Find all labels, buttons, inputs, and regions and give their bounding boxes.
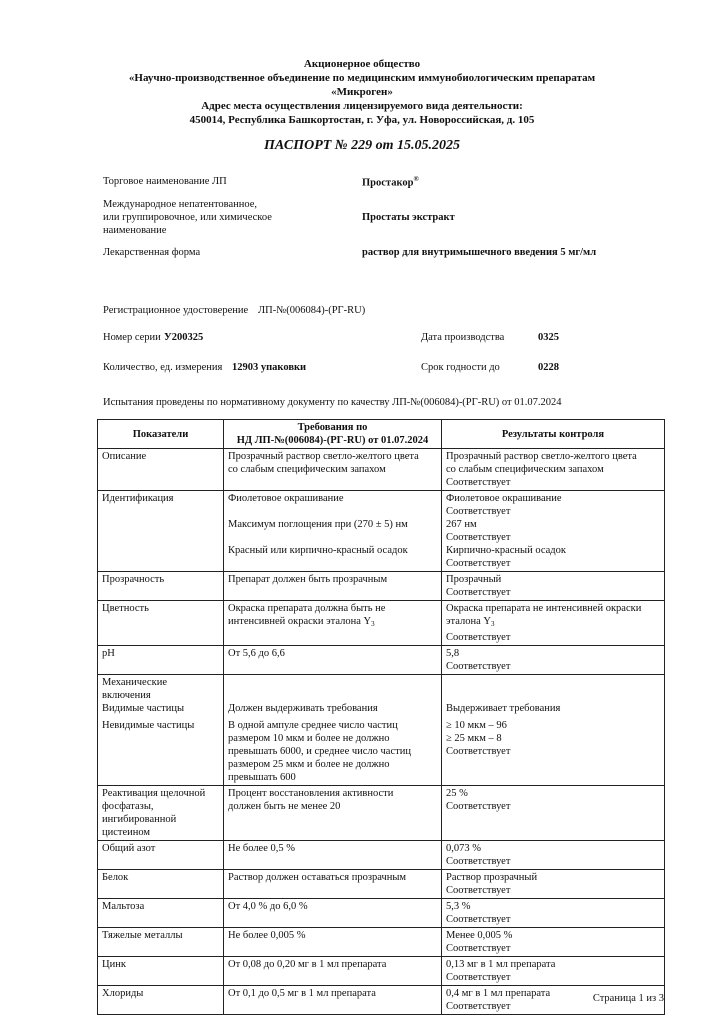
name-line: цистеином [102, 827, 151, 838]
table-row [98, 841, 665, 870]
header-line-address-label: Адрес места осуществления лицензируемого вида деятельности: [201, 100, 523, 112]
table-row [98, 899, 665, 928]
tests-note: Испытания проведены по нормативному документу по качеству ЛП-№(006084)-(РГ-RU) от 01.07.2024 [103, 397, 562, 408]
res-line: 0,4 мг в 1 мл препарата [446, 988, 551, 999]
name-line: включения [102, 690, 151, 701]
name-line: фосфатазы, [102, 801, 154, 812]
res-line: Соответствует [446, 885, 511, 896]
req-line: должен быть не менее 20 [228, 801, 341, 812]
row-requirement [224, 449, 442, 491]
res-line: Прозрачный [446, 574, 502, 585]
res-line: Прозрачный раствор светло-желтого цвета [446, 451, 637, 462]
specification-table [97, 419, 665, 1015]
req-line: От 0,1 до 0,5 мг в 1 мл препарата [228, 988, 376, 999]
req-line: превышать 600 [228, 772, 296, 783]
row-result [442, 957, 665, 986]
req-line: размером 25 мкм и более не должно [228, 759, 390, 770]
row-result [442, 601, 665, 646]
res-line: ≥ 10 мкм – 96 [446, 720, 507, 731]
dosage-form-label: Лекарственная форма [103, 247, 201, 258]
row-result [442, 646, 665, 675]
row-requirement [224, 572, 442, 601]
trade-name-value [362, 175, 419, 190]
header-line-full-name: «Научно-производственное объединение по медицинским иммунобиологическим препаратам [128, 72, 596, 84]
header-line-short-name: «Микроген» [331, 86, 393, 98]
header-results: Результаты контроля [442, 420, 665, 449]
req-line: превышать 6000, и среднее число частиц [228, 746, 411, 757]
row-name: Описание [98, 449, 224, 491]
req-line: От 4,0 % до 6,0 % [228, 901, 308, 912]
req-line: со слабым специфическим запахом [228, 464, 386, 475]
table-row [98, 491, 665, 572]
row-result [442, 572, 665, 601]
row-name: Хлориды [98, 986, 224, 1015]
row-requirement [224, 841, 442, 870]
name-line: Невидимые частицы [102, 720, 195, 731]
res-line: 0,13 мг в 1 мл препарата [446, 959, 556, 970]
res-line: Соответствует [446, 972, 511, 983]
header-requirements-line-2: НД ЛП-№(006084)-(РГ-RU) от 01.07.2024 [236, 435, 429, 446]
row-result [442, 870, 665, 899]
res-line: Соответствует [446, 801, 511, 812]
header-requirements-line-1: Требования по [297, 422, 368, 433]
row-result [442, 899, 665, 928]
inn-label-line-2: или группировочное, или химическое [103, 212, 272, 223]
row-requirement [224, 646, 442, 675]
row-name [98, 786, 224, 841]
table-row [98, 646, 665, 675]
table-row [98, 928, 665, 957]
registration-label: Регистрационное удостоверение [103, 305, 249, 316]
req-line: Процент восстановления активности [228, 788, 394, 799]
row-result [442, 786, 665, 841]
row-requirement [224, 986, 442, 1015]
row-name: Прозрачность [98, 572, 224, 601]
subscript: 3 [371, 620, 375, 628]
registration-value: ЛП-№(006084)-(РГ-RU) [258, 305, 366, 316]
res-line: Соответствует [446, 532, 511, 543]
quantity-value: 12903 упаковки [232, 362, 307, 373]
res-line: Соответствует [446, 506, 511, 517]
inn-value: Простаты экстракт [362, 212, 455, 223]
req-line: Не более 0,005 % [228, 930, 306, 941]
table-header-row [98, 420, 665, 449]
row-result [442, 449, 665, 491]
res-line: Соответствует [446, 914, 511, 925]
row-name: Идентификация [98, 491, 224, 572]
row-result [442, 675, 665, 786]
res-line: Соответствует [446, 477, 511, 488]
name-line: Реактивация щелочной [102, 788, 206, 799]
subscript: 3 [490, 620, 495, 628]
res-line: Соответствует [446, 632, 511, 643]
row-name: pH [98, 646, 224, 675]
header-line-company: Акционерное общество [303, 58, 421, 70]
trade-name-text: Простакор [362, 177, 414, 189]
res-line: Выдерживает требования [446, 703, 561, 714]
res-line: Раствор прозрачный [446, 872, 538, 883]
req-line: Прозрачный раствор светло-желтого цвета [228, 451, 419, 462]
passport-title: ПАСПОРТ № 229 от 15.05.2025 [263, 138, 461, 153]
organization-header [0, 57, 724, 127]
req-line: Фиолетовое окрашивание [228, 493, 344, 504]
row-name: Тяжелые металлы [98, 928, 224, 957]
res-text: эталона Y [446, 616, 491, 627]
res-line: Кирпично-красный осадок [446, 545, 567, 556]
row-requirement [224, 870, 442, 899]
res-line: Соответствует [446, 661, 511, 672]
res-line: Окраска препарата не интенсивней окраски [446, 603, 642, 614]
row-requirement [224, 899, 442, 928]
row-requirement [224, 786, 442, 841]
dosage-form-value: раствор для внутримышечного введения 5 мг/мл [362, 247, 597, 258]
table-row [98, 786, 665, 841]
row-requirement [224, 957, 442, 986]
production-date-value: 0325 [538, 332, 559, 343]
inn-label-line-3: наименование [103, 225, 167, 236]
table-row [98, 601, 665, 646]
table-row [98, 572, 665, 601]
res-line: 25 % [446, 788, 468, 799]
name-line: Видимые частицы [102, 703, 185, 714]
res-line: Соответствует [446, 587, 511, 598]
req-line: От 5,6 до 6,6 [228, 648, 285, 659]
row-name: Белок [98, 870, 224, 899]
row-name: Мальтоза [98, 899, 224, 928]
res-line: Соответствует [446, 746, 511, 757]
expiry-value: 0228 [538, 362, 559, 373]
header-line-address: 450014, Республика Башкортостан, г. Уфа, ул. Новороссийская, д. 105 [189, 114, 535, 126]
production-date-label: Дата производства [421, 332, 505, 343]
row-requirement [224, 675, 442, 786]
res-line: Соответствует [446, 1001, 511, 1012]
series-value: У200325 [164, 332, 204, 343]
res-line: со слабым специфическим запахом [446, 464, 604, 475]
req-line: Препарат должен быть прозрачным [228, 574, 388, 585]
row-name: Общий азот [98, 841, 224, 870]
req-line: Не более 0,5 % [228, 843, 296, 854]
row-requirement [224, 928, 442, 957]
res-line: 267 нм [446, 519, 477, 530]
res-line: Менее 0,005 % [446, 930, 513, 941]
req-line: Красный или кирпично-красный осадок [228, 545, 408, 556]
row-result [442, 491, 665, 572]
res-line [446, 615, 660, 631]
expiry-label: Срок годности до [421, 362, 500, 373]
row-name: Цинк [98, 957, 224, 986]
res-line: 5,8 [446, 648, 460, 659]
req-line: Раствор должен оставаться прозрачным [228, 872, 407, 883]
row-name: Цветность [98, 601, 224, 646]
req-line [228, 615, 437, 631]
table-row [98, 870, 665, 899]
trade-name-label: Торговое наименование ЛП [103, 176, 227, 187]
table-row [98, 957, 665, 986]
row-result [442, 841, 665, 870]
table-row [98, 986, 665, 1015]
header-requirements [224, 420, 442, 449]
name-line: Механические [102, 677, 167, 688]
res-line: Соответствует [446, 856, 511, 867]
row-name [98, 675, 224, 786]
row-requirement [224, 601, 442, 646]
req-line: От 0,08 до 0,20 мг в 1 мл препарата [228, 959, 387, 970]
req-line: Должен выдерживать требования [228, 703, 378, 714]
req-line: размером 10 мкм и более не должно [228, 733, 390, 744]
table-row [98, 449, 665, 491]
page-number: Страница 1 из 3 [592, 993, 664, 1004]
table-row [98, 675, 665, 786]
req-text: интенсивней окраски эталона Y [228, 616, 372, 627]
res-line: 0,073 % [446, 843, 481, 854]
res-line: 5,3 % [446, 901, 471, 912]
series-label: Номер серии [103, 332, 161, 343]
name-line: ингибированной [102, 814, 177, 825]
quantity-label: Количество, ед. измерения [103, 362, 223, 373]
row-requirement [224, 491, 442, 572]
res-line: Соответствует [446, 558, 511, 569]
res-line: ≥ 25 мкм – 8 [446, 733, 502, 744]
res-line: Соответствует [446, 943, 511, 954]
inn-label-line-1: Международное непатентованное, [103, 199, 258, 210]
req-line: Окраска препарата должна быть не [228, 603, 386, 614]
req-line: Максимум поглощения при (270 ± 5) нм [228, 519, 408, 530]
registered-mark: ® [413, 175, 419, 183]
req-line: В одной ампуле среднее число частиц [228, 720, 398, 731]
row-result [442, 928, 665, 957]
res-line: Фиолетовое окрашивание [446, 493, 562, 504]
header-indicators: Показатели [98, 420, 224, 449]
